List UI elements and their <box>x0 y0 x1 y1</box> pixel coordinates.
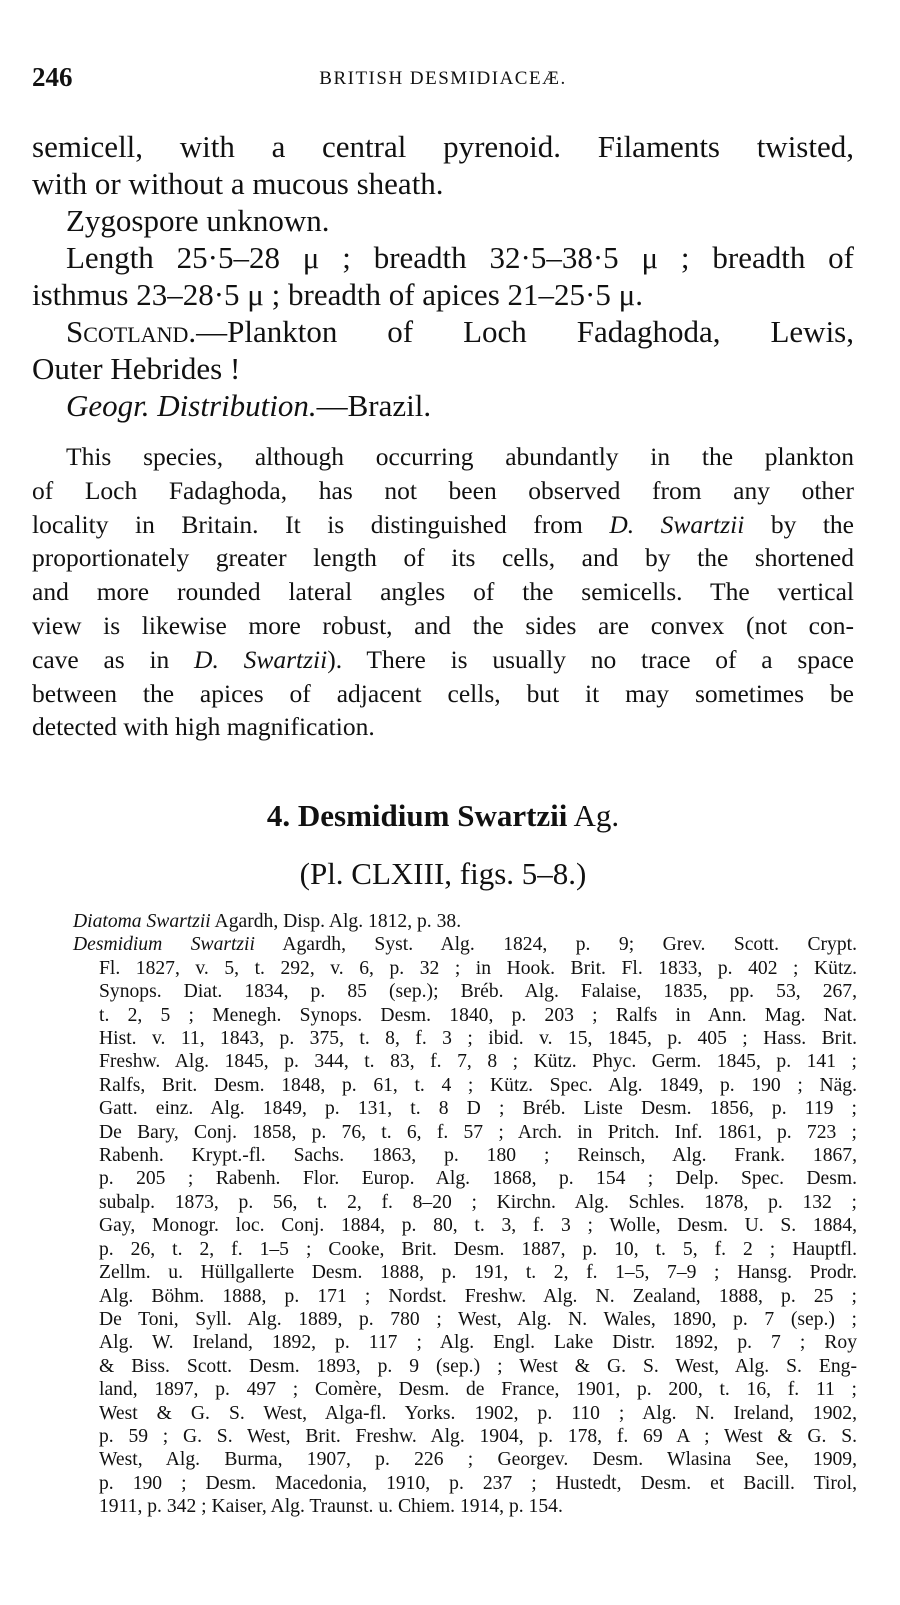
plate-reference: (Pl. CLXIII, figs. 5–8.) <box>299 856 587 891</box>
discussion-line: locality in Britain. It is distinguished from D. Swartzii by the <box>32 509 855 539</box>
synonymy-line: p. 190 ; Desm. Macedonia, 1910, p. 237 ; Hustedt, Desm. et Bacill. Tirol, <box>99 1472 857 1494</box>
synonymy-line: Alg. Böhm. 1888, p. 171 ; Nordst. Freshw. Alg. N. Zealand, 1888, p. 25 ; <box>99 1285 857 1307</box>
distribution-label: Geogr. Distribution. <box>66 388 317 423</box>
synonymy-line: p. 26, t. 2, f. 1–5 ; Cooke, Brit. Desm. 1887, p. 10, t. 5, f. 2 ; Hauptfl. <box>99 1238 857 1260</box>
locality-line: Outer Hebrides ! <box>32 351 241 386</box>
synonymy-line: Synops. Diat. 1834, p. 85 (sep.); Bréb. Alg. Falaise, 1835, pp. 53, 267, <box>99 981 857 1003</box>
description-line: semicell, with a central pyrenoid. Filaments twisted, <box>32 129 854 164</box>
page-header <box>32 62 854 102</box>
species-description <box>32 128 854 424</box>
species-reference: D. Swartzii <box>194 644 328 674</box>
synonymy-line: subalp. 1873, p. 56, t. 2, f. 8–20 ; Kirchn. Alg. Schles. 1878, p. 132 ; <box>99 1191 857 1213</box>
species-reference: D. Swartzii <box>609 509 745 539</box>
synonymy-line: Hist. v. 11, 1843, p. 375, t. 8, f. 3 ; ibid. v. 15, 1845, p. 405 ; Hass. Brit. <box>99 1028 857 1050</box>
species-number: 4. <box>266 798 291 833</box>
discussion-line: of Loch Fadaghoda, has not been observed from any other <box>32 475 854 505</box>
synonymy-continuation <box>73 957 857 1519</box>
synonymy-line: West & G. S. West, Alga-fl. Yorks. 1902, p. 110 ; Alg. N. Ireland, 1902, <box>99 1402 857 1424</box>
synonymy-list <box>73 910 857 1519</box>
discussion-line: proportionately greater length of its cells, and by the shortened <box>32 543 854 573</box>
synonymy-line: 1911, p. 342 ; Kaiser, Alg. Traunst. u. Chiem. 1914, p. 154. <box>99 1496 563 1518</box>
species-authority: Ag. <box>573 798 620 833</box>
measurements-line: Length 25·5–28 μ ; breadth 32·5–38·5 μ ; breadth of <box>66 240 854 275</box>
synonym-name: Diatoma Swartzii <box>73 911 211 932</box>
synonymy-line: p. 59 ; G. S. West, Brit. Freshw. Alg. 1904, p. 178, f. 69 A ; West & G. S. <box>99 1425 857 1447</box>
synonymy-line: p. 205 ; Rabenh. Flor. Europ. Alg. 1868, p. 154 ; Delp. Spec. Desm. <box>99 1168 857 1190</box>
discussion-line: This species, although occurring abundantly in the plankton <box>66 442 854 471</box>
discussion-line: cave as in D. Swartzii). There is usually no trace of a space <box>32 644 854 674</box>
discussion-line: and more rounded lateral angles of the semicells. The vertical <box>32 577 854 607</box>
synonymy-line: Zellm. u. Hüllgallerte Desm. 1888, p. 191, t. 2, f. 1–5, 7–9 ; Hansg. Prodr. <box>99 1262 857 1284</box>
synonymy-line: & Biss. Scott. Desm. 1893, p. 9 (sep.) ; West & G. S. West, Alg. S. Eng- <box>99 1355 857 1377</box>
measurements-line: isthmus 23–28·5 μ ; breadth of apices 21–25·5 μ. <box>32 277 643 312</box>
synonymy-line: Ralfs, Brit. Desm. 1848, p. 61, t. 4 ; Kütz. Spec. Alg. 1849, p. 190 ; Näg. <box>99 1074 857 1096</box>
distribution-value: —Brazil. <box>316 388 432 423</box>
locality-country: Scotland. <box>66 314 197 349</box>
discussion-line: between the apices of adjacent cells, but it may sometimes be <box>32 678 854 708</box>
synonymy-entry: Diatoma Swartzii Agardh, Disp. Alg. 1812, p. 38. <box>73 911 462 932</box>
synonymy-line: Fl. 1827, v. 5, t. 292, v. 6, p. 32 ; in Hook. Brit. Fl. 1833, p. 402 ; Kütz. <box>99 957 857 979</box>
discussion-line: view is likewise more robust, and the sides are convex (not con- <box>32 610 854 640</box>
synonymy-line: Freshw. Alg. 1845, p. 344, t. 83, f. 7, 8 ; Kütz. Phyc. Germ. 1845, p. 141 ; <box>99 1051 857 1073</box>
discussion-line: detected with high magnification. <box>32 712 375 742</box>
synonymy-line: Rabenh. Krypt.-fl. Sachs. 1863, p. 180 ; Reinsch, Alg. Frank. 1867, <box>99 1145 857 1167</box>
synonymy-entry: Desmidium Swartzii Agardh, Syst. Alg. 1824, p. 9; Grev. Scott. Crypt. <box>73 934 857 956</box>
synonymy-line: West, Alg. Burma, 1907, p. 226 ; Georgev. Desm. Wlasina See, 1909, <box>99 1449 857 1471</box>
locality-line <box>32 313 854 350</box>
species-heading <box>32 798 854 834</box>
zygospore-line: Zygospore unknown. <box>66 203 330 238</box>
page-number: 246 <box>32 62 73 92</box>
distribution-line <box>32 387 854 424</box>
description-line: with or without a mucous sheath. <box>32 166 444 201</box>
synonymy-line: Gatt. einz. Alg. 1849, p. 131, t. 8 D ; Bréb. Liste Desm. 1856, p. 119 ; <box>99 1098 857 1120</box>
synonymy-line: De Bary, Conj. 1858, p. 76, t. 6, f. 57 ; Arch. in Pritch. Inf. 1861, p. 723 ; <box>99 1121 857 1143</box>
synonymy-line: De Toni, Syll. Alg. 1889, p. 780 ; West, Alg. N. Wales, 1890, p. 7 (sep.) ; <box>99 1308 857 1330</box>
synonymy-line: Alg. W. Ireland, 1892, p. 117 ; Alg. Engl. Lake Distr. 1892, p. 7 ; Roy <box>99 1332 857 1354</box>
locality-text: —Plankton of Loch Fadaghoda, Lewis, <box>196 314 854 349</box>
synonymy-line: t. 2, 5 ; Menegh. Synops. Desm. 1840, p. 203 ; Ralfs in Ann. Mag. Nat. <box>99 1004 857 1026</box>
synonymy-line: land, 1897, p. 497 ; Comère, Desm. de France, 1901, p. 200, t. 16, f. 11 ; <box>99 1379 857 1401</box>
synonym-name: Desmidium Swartzii <box>73 934 255 956</box>
species-name: Desmidium Swartzii <box>297 798 568 833</box>
running-head: BRITISH DESMIDIACEÆ. <box>319 68 567 89</box>
species-discussion <box>32 440 854 744</box>
synonymy-line: Gay, Monogr. loc. Conj. 1884, p. 80, t. 3, f. 3 ; Wolle, Desm. U. S. 1884, <box>99 1215 857 1237</box>
